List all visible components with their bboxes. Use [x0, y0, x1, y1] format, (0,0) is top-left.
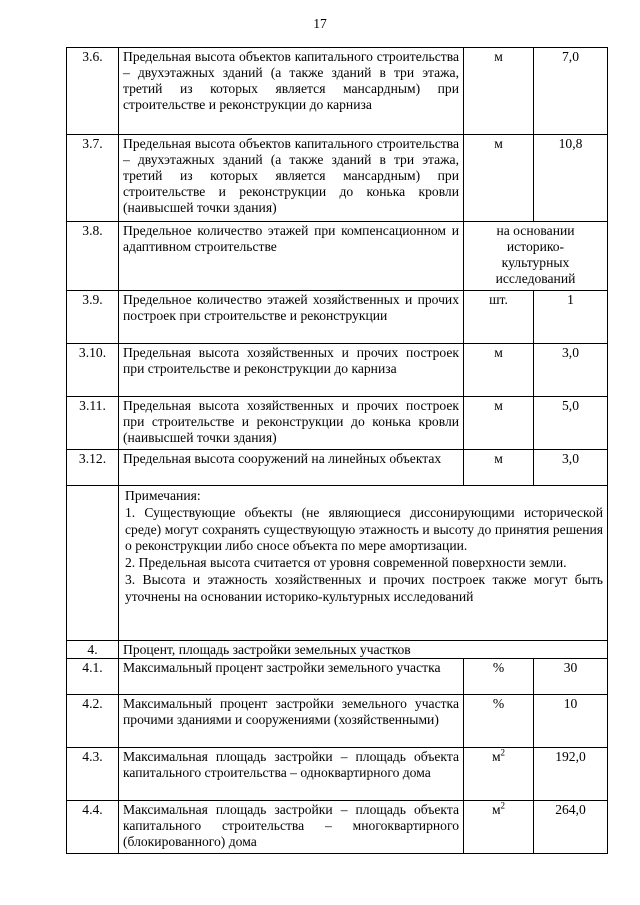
row-description: Предельная высота хозяйственных и прочих построек при строительстве и реконструкции до карниза [119, 344, 464, 397]
row-description: Максимальный процент застройки земельного участка прочими зданиями и сооружениями (хозяйственными) [119, 695, 464, 748]
row-description: Предельное количество этажей при компенсационном и адаптивном строительстве [119, 222, 464, 291]
row-value: 10 [534, 695, 608, 748]
table-row [67, 291, 608, 344]
section-number: 4. [67, 641, 119, 659]
table-row [67, 450, 608, 486]
row-value: 30 [534, 659, 608, 695]
row-unit: % [464, 659, 534, 695]
row-description: Предельная высота сооружений на линейных объектах [119, 450, 464, 486]
table-row [67, 397, 608, 450]
row-value: 5,0 [534, 397, 608, 450]
row-unit: м [464, 344, 534, 397]
row-unit: м [464, 135, 534, 222]
row-unit: м [464, 48, 534, 135]
table-row [67, 135, 608, 222]
row-value: 264,0 [534, 801, 608, 854]
row-description: Максимальная площадь застройки – площадь объекта капитального строительства – многоквартирного (блокированного) дома [119, 801, 464, 854]
table-row [67, 801, 608, 854]
row-unit: % [464, 695, 534, 748]
row-unit: м [464, 450, 534, 486]
row-number: 4.2. [67, 695, 119, 748]
row-number: 3.10. [67, 344, 119, 397]
row-number: 3.7. [67, 135, 119, 222]
row-value: 7,0 [534, 48, 608, 135]
row-description: Максимальный процент застройки земельного участка [119, 659, 464, 695]
row-value: 3,0 [534, 344, 608, 397]
row-number: 4.4. [67, 801, 119, 854]
table-row [67, 695, 608, 748]
row-number: 3.11. [67, 397, 119, 450]
table-row [67, 222, 608, 291]
notes-cell [119, 486, 608, 641]
row-value: 10,8 [534, 135, 608, 222]
unit-superscript: 2 [500, 747, 506, 758]
row-unit [464, 748, 534, 801]
note-item: 2. Предельная высота считается от уровня современной поверхности земли. [125, 555, 567, 571]
row-merged-value: на основании историко-культурных исследований [464, 222, 608, 291]
row-value: 1 [534, 291, 608, 344]
notes-number-cell [67, 486, 119, 641]
table-row [67, 748, 608, 801]
row-number: 3.9. [67, 291, 119, 344]
section-header-row [67, 641, 608, 659]
row-unit: шт. [464, 291, 534, 344]
row-number: 3.12. [67, 450, 119, 486]
unit-text: м [491, 802, 501, 817]
note-item: 3. Высота и этажность хозяйственных и прочих построек также могут быть уточнены на основании историко-культурных исследований [125, 571, 603, 604]
table-row [67, 659, 608, 695]
row-number: 4.1. [67, 659, 119, 695]
row-description: Предельное количество этажей хозяйственных и прочих построек при строительстве и реконструкции [119, 291, 464, 344]
row-unit: м [464, 397, 534, 450]
row-description: Максимальная площадь застройки – площадь объекта капитального строительства – одноквартирного дома [119, 748, 464, 801]
unit-superscript: 2 [500, 800, 506, 811]
row-description: Предельная высота объектов капитального строительства – двухэтажных зданий (а также зданий в три этажа, третий из которых является мансардным) при строительстве и реконструкции до карниза [119, 48, 464, 135]
notes-row [67, 486, 608, 641]
row-description: Предельная высота хозяйственных и прочих построек при строительстве и реконструкции до конька кровли (наивысшей точки здания) [119, 397, 464, 450]
section-title: Процент, площадь застройки земельных участков [119, 641, 608, 659]
row-number: 4.3. [67, 748, 119, 801]
row-number: 3.8. [67, 222, 119, 291]
table-row [67, 48, 608, 135]
row-value: 192,0 [534, 748, 608, 801]
row-number: 3.6. [67, 48, 119, 135]
notes-title: Примечания: [125, 488, 201, 503]
unit-text: м [491, 749, 501, 764]
page-number: 17 [313, 16, 327, 31]
note-item: 1. Существующие объекты (не являющиеся диссонирующими исторической среде) могут сохранять существующую этажность и высоту до принятия решения о реконструкции либо сносе объекта по мере амортизации. [125, 504, 603, 554]
row-value: 3,0 [534, 450, 608, 486]
row-unit [464, 801, 534, 854]
row-description: Предельная высота объектов капитального строительства – двухэтажных зданий (а также зданий в три этажа, третий из которых является мансардным) при строительстве и реконструкции до конька кровли (наивысшей точки здания) [119, 135, 464, 222]
regulations-table [66, 47, 608, 854]
table-row [67, 344, 608, 397]
